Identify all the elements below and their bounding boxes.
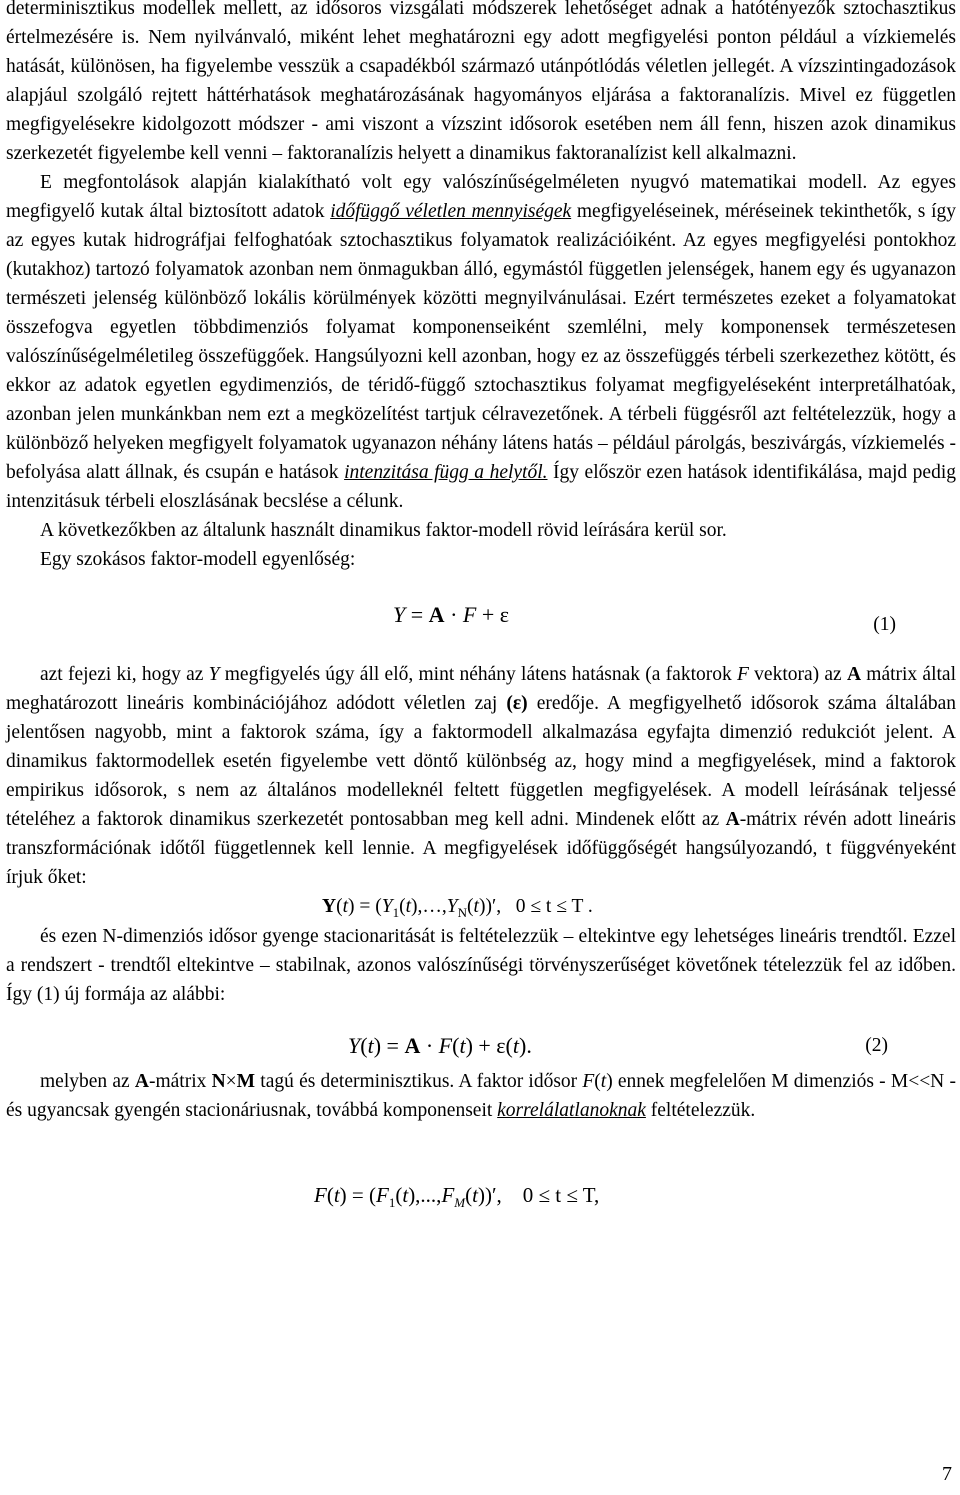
text-run: -mátrix xyxy=(148,1071,212,1092)
text-run: N xyxy=(211,1071,226,1092)
text-run: Így először ezen hatások identifikálása, majd pedig intenzitásuk térbeli eloszlásának becslése a célunk. xyxy=(6,462,956,512)
paragraph-4 xyxy=(6,545,956,574)
equation-y xyxy=(6,892,956,922)
text-run: A xyxy=(134,1071,149,1092)
text-run: mátrix által meghatározott lineáris kombinációjához adódott véletlen zaj xyxy=(6,664,956,714)
text-run: M xyxy=(236,1071,256,1092)
paragraph-3 xyxy=(6,516,956,545)
paragraph-2 xyxy=(6,168,956,516)
paragraph-6 xyxy=(6,922,956,1009)
equation-f xyxy=(6,1125,956,1235)
text-run: (ε) xyxy=(506,693,528,714)
text-run: vektora) az xyxy=(748,664,847,685)
page-content xyxy=(6,0,956,1235)
text-run: Egy szokásos faktor-modell egyenlőség: xyxy=(40,549,356,570)
paragraph-7 xyxy=(6,1067,956,1125)
text-run: intenzitása függ a helytől. xyxy=(344,462,548,483)
text-run: A következőkben az általunk használt dinamikus faktor-modell rövid leírására kerül sor. xyxy=(40,520,727,541)
text-run: Y xyxy=(208,664,220,685)
text-run: A xyxy=(725,809,740,830)
text-run: időfüggő véletlen mennyiségek xyxy=(330,201,572,222)
text-run: melyben az xyxy=(40,1071,135,1092)
text-run: t xyxy=(600,1071,607,1092)
paragraph-5 xyxy=(6,660,956,892)
text-run: F xyxy=(582,1071,595,1092)
text-run: és ezen N-dimenziós idősor gyenge stacionaritását is feltételezzük – eltekintve egy lehetséges lineáris trendtől. Ezzel a rendszert - trendtől eltekintve – stabilnak, azonos valószínűségi törvényszerűséget követőnek tételezzük fel az időben. Így (1) új formája az alábbi: xyxy=(6,926,956,1005)
page-number: 7 xyxy=(942,1463,952,1485)
text-run: × xyxy=(225,1071,237,1092)
text-run: determinisztikus modellek mellett, az idősoros vizsgálati módszerek lehetőséget adnak a hatótényezők sztochasztikus értelmezésére is. Nem nyilvánvaló, miként lehet meghatározni egy adott megfigyelési ponton például a vízkiemelés hatását, különösen, ha figyelembe vesszük a csapadékból származó utánpótlódás véletlen jellegét. A vízszintingadozások alapjául szolgáló rejtett háttérhatások meghatározásának hagyományos eljárása a faktoranalízis. Mivel ez független megfigyelésekre kidolgozott módszer - ami viszont a vízszint idősorok esetében nem áll fenn, hiszen azok dinamikus szerkezetét figyelembe kell venni – faktoranalízis helyett a dinamikus faktoranalízist kell alkalmazni. xyxy=(6,0,956,164)
equation-2-number: (2) xyxy=(865,1035,888,1056)
text-run: tagú és determinisztikus. A faktor idősor xyxy=(255,1071,583,1092)
text-run: eredője. A megfigyelhető idősorok száma általában jelentősen nagyobb, mint a faktorok száma, így a faktormodell alkalmazása egyfajta dimenzió redukciót jelent. A dinamikus faktormodellek esetén figyelembe vett döntő különbség az, hogy mind a megfigyelések, mind a faktorok empirikus idősorok, s nem az általános modelleknél feltett független megfigyelések. A modell leírásának teljessé tételéhez a faktorok dinamikus szerkezetét pontosabban meg kell adni. Mindenek előtt az xyxy=(6,693,957,830)
text-run: megfigyelés úgy áll elő, mint néhány látens hatásnak (a faktorok xyxy=(219,664,737,685)
text-run: F xyxy=(736,664,749,685)
text-run: feltételezzük. xyxy=(645,1100,756,1121)
equation-f-formula: $F(t) = (F_1(t),...,F_M(t))'$, 0 ≤ t ≤ T, xyxy=(314,1183,600,1211)
text-run: ( xyxy=(594,1071,601,1092)
text-run: A xyxy=(846,664,862,685)
equation-1-number: (1) xyxy=(873,614,896,635)
text-run: korrelálatlanoknak xyxy=(497,1100,646,1121)
text-run: megfigyeléseinek, méréseinek tekinthetők, s így az egyes kutak hidrográfjai felfoghatóak sztochasztikus folyamatok realizációiként. Az egyes megfigyelési pontokhoz (kutakhoz) tartozó folyamatok azonban nem önmagukban álló, egymástól független jelenségek, hanem egy és ugyanazon természeti jelenség különböző lokális körülmények közötti megnyilvánulásai. Ezért természetes ezeket a folyamatokat összefogva egyetlen többdimenziós folyamat komponenseiként szemlélni, mely komponensek természetesen valószínűségelméletileg összefüggőek. Hangsúlyozni kell azonban, hogy ez az összefüggés térbeli szerkezethez kötött, és ekkor az adatok egyetlen egydimenziós, de téridő-függő sztochasztikus folyamat megfigyeléseként interpretálhatóak, azonban jelen munkánkban nem ezt a megközelítést tartjuk célravezetőnek. A térbeli függésről azt feltételezzük, hogy a különböző helyeken megfigyelt folyamatok ugyanazon néhány látens hatás – például párolgás, beszivárgás, vízkiemelés - befolyása alatt állnak, és csupán e hatások xyxy=(6,201,956,483)
text-run: ) ennek megfelelően M dimenziós - M<<N - és ugyancsak gyengén stacionáriusnak, továbbá komponenseit xyxy=(6,1071,956,1121)
equation-1 xyxy=(6,574,956,660)
text-run: E megfontolások alapján kialakítható volt egy valószínűségelméleten nyugvó matematikai modell. Az egyes megfigyelő kutak által biztosított adatok xyxy=(6,172,956,222)
equation-2-formula: Y(t) = A · F(t) + ε(t). xyxy=(348,1033,532,1058)
paragraph-1 xyxy=(6,0,956,168)
text-run: azt fejezi ki, hogy az xyxy=(40,664,209,685)
equation-y-formula: $Y(t) = (Y_1(t),\dots,Y_N(t))'$, 0 ≤ t ≤ T . xyxy=(322,896,593,920)
equation-2 xyxy=(6,1009,956,1067)
equation-1-formula: Y = A · F + ε xyxy=(393,602,509,627)
text-run: -mátrix révén adott lineáris transzformációnak időtől függetlennek kell lennie. A megfigyelések időfüggőségét hangsúlyozandó, t függvényeként írjuk őket: xyxy=(6,809,956,888)
